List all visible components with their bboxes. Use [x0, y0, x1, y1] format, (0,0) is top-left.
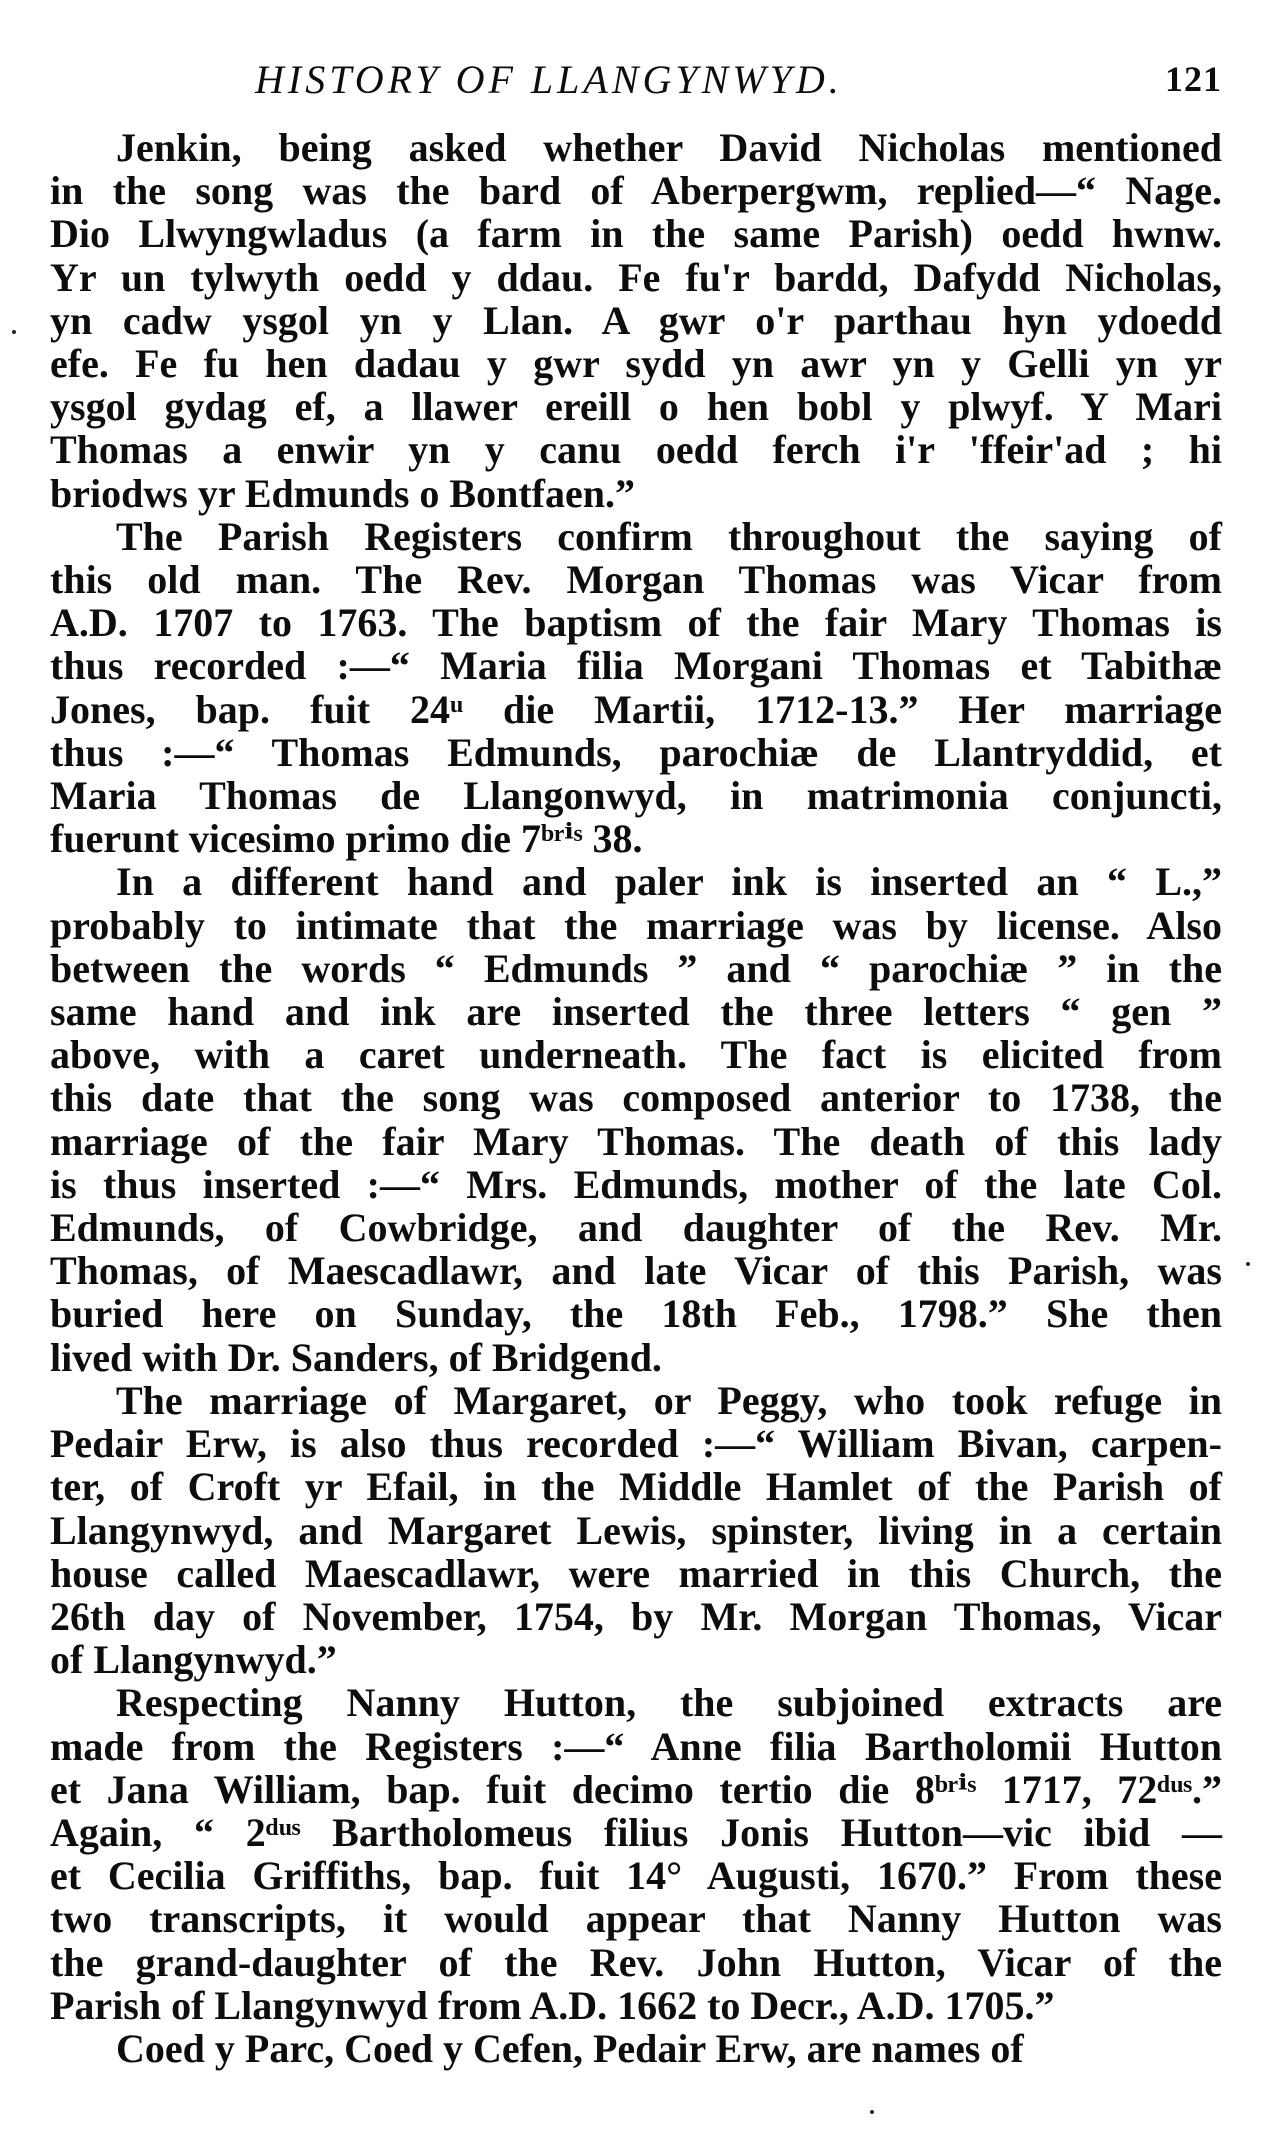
text-line: The Parish Registers confirm throughout the saying of	[116, 513, 1222, 559]
text-line: same hand and ink are inserted the three letters “ gen ”	[50, 989, 1222, 1035]
text-line: efe. Fe fu hen dadau y gwr sydd yn awr yn y Gelli yn yr	[50, 341, 1222, 387]
paragraph	[50, 126, 1222, 515]
text-line: probably to intimate that the marriage was by license. Also	[50, 902, 1222, 948]
text-line: Thomas, of Maescadlawr, and late Vicar of this Parish, was	[50, 1248, 1222, 1294]
text-line: above, with a caret underneath. The fact is elicited from	[50, 1032, 1222, 1078]
text-line: Yr un tylwyth oedd y ddau. Fe fu'r bardd, Dafydd Nicholas,	[50, 254, 1222, 300]
text-line: Dio Llwyngwladus (a farm in the same Parish) oedd hwnw.	[50, 211, 1222, 257]
text-line: Parish of Llangynwyd from A.D. 1662 to Decr., A.D. 1705.”	[50, 1982, 1055, 2028]
text-line: Jones, bap. fuit 24ᵘ die Martii, 1712-13.” Her marriage	[50, 686, 1222, 732]
text-line: this date that the song was composed anterior to 1738, the	[50, 1075, 1222, 1121]
running-title: HISTORY OF LLANGYNWYD.	[255, 57, 843, 102]
text-line: Thomas a enwir yn y canu oedd ferch i'r 'ffeir'ad ; hi	[50, 427, 1222, 473]
text-line: yn cadw ysgol yn y Llan. A gwr o'r parthau hyn ydoedd	[50, 297, 1222, 343]
text-line: The marriage of Margaret, or Peggy, who took refuge in	[116, 1377, 1222, 1423]
text-line: thus :—“ Thomas Edmunds, parochiæ de Llantryddid, et	[50, 729, 1222, 775]
text-line: fuerunt vicesimo primo die 7ᵇʳⁱˢ 38.	[50, 816, 643, 862]
paragraph	[50, 2027, 1222, 2070]
text-line: made from the Registers :—“ Anne filia Bartholomii Hutton	[50, 1723, 1222, 1769]
text-line: lived with Dr. Sanders, of Bridgend.	[50, 1334, 662, 1380]
text-line: this old man. The Rev. Morgan Thomas was Vicar from	[50, 557, 1222, 603]
text-line: is thus inserted :—“ Mrs. Edmunds, mother of the late Col.	[50, 1161, 1222, 1207]
text-line: two transcripts, it would appear that Nanny Hutton was	[50, 1896, 1222, 1942]
paragraph	[50, 1379, 1222, 1681]
text-line: Maria Thomas de Llangonwyd, in matrimonia conjuncti,	[50, 773, 1222, 819]
text-line: house called Maescadlawr, were married in this Church, the	[50, 1550, 1222, 1596]
text-line: marriage of the fair Mary Thomas. The death of this lady	[50, 1118, 1222, 1164]
running-head	[50, 48, 1222, 118]
text-line: thus recorded :—“ Maria filia Morgani Thomas et Tabithæ	[50, 643, 1222, 689]
text-line: In a different hand and paler ink is inserted an “ L.,”	[116, 859, 1222, 905]
paragraph	[50, 515, 1222, 861]
text-line: et Jana William, bap. fuit decimo tertio die 8ᵇʳⁱˢ 1717, 72ᵈᵘˢ.”	[50, 1766, 1222, 1812]
scan-speck	[1246, 1262, 1250, 1266]
page-number: 121	[1165, 59, 1222, 99]
text-line: the grand-daughter of the Rev. John Hutton, Vicar of the	[50, 1939, 1222, 1985]
text-line: in the song was the bard of Aberpergwm, replied—“ Nage.	[50, 168, 1222, 214]
text-line: ter, of Croft yr Efail, in the Middle Hamlet of the Parish of	[50, 1464, 1222, 1510]
book-page	[50, 48, 1222, 2070]
text-line: 26th day of November, 1754, by Mr. Morgan Thomas, Vicar	[50, 1593, 1222, 1639]
text-line: between the words “ Edmunds ” and “ parochiæ ” in the	[50, 945, 1222, 991]
text-line: Again, “ 2ᵈᵘˢ Bartholomeus filius Jonis Hutton—vic ibid —	[50, 1809, 1222, 1855]
scan-speck	[12, 330, 16, 334]
text-line: Respecting Nanny Hutton, the subjoined extracts are	[116, 1680, 1222, 1726]
scan-speck	[870, 2110, 874, 2114]
text-line: of Llangynwyd.”	[50, 1637, 337, 1683]
text-line: et Cecilia Griffiths, bap. fuit 14° Augusti, 1670.” From these	[50, 1853, 1222, 1899]
body-text	[50, 126, 1222, 2070]
text-line: Jenkin, being asked whether David Nicholas mentioned	[116, 125, 1222, 170]
text-line: Coed y Parc, Coed y Cefen, Pedair Erw, are names of	[116, 2025, 1024, 2071]
text-line: Llangynwyd, and Margaret Lewis, spinster, living in a certain	[50, 1507, 1222, 1553]
text-line: ysgol gydag ef, a llawer ereill o hen bobl y plwyf. Y Mari	[50, 384, 1222, 430]
paragraph	[50, 1681, 1222, 2027]
paragraph	[50, 860, 1222, 1378]
text-line: Edmunds, of Cowbridge, and daughter of the Rev. Mr.	[50, 1205, 1222, 1251]
text-line: buried here on Sunday, the 18th Feb., 1798.” She then	[50, 1291, 1222, 1337]
text-line: A.D. 1707 to 1763. The baptism of the fair Mary Thomas is	[50, 600, 1222, 646]
text-line: Pedair Erw, is also thus recorded :—“ William Bivan, carpen-	[50, 1421, 1222, 1467]
text-line: briodws yr Edmunds o Bontfaen.”	[50, 470, 635, 516]
